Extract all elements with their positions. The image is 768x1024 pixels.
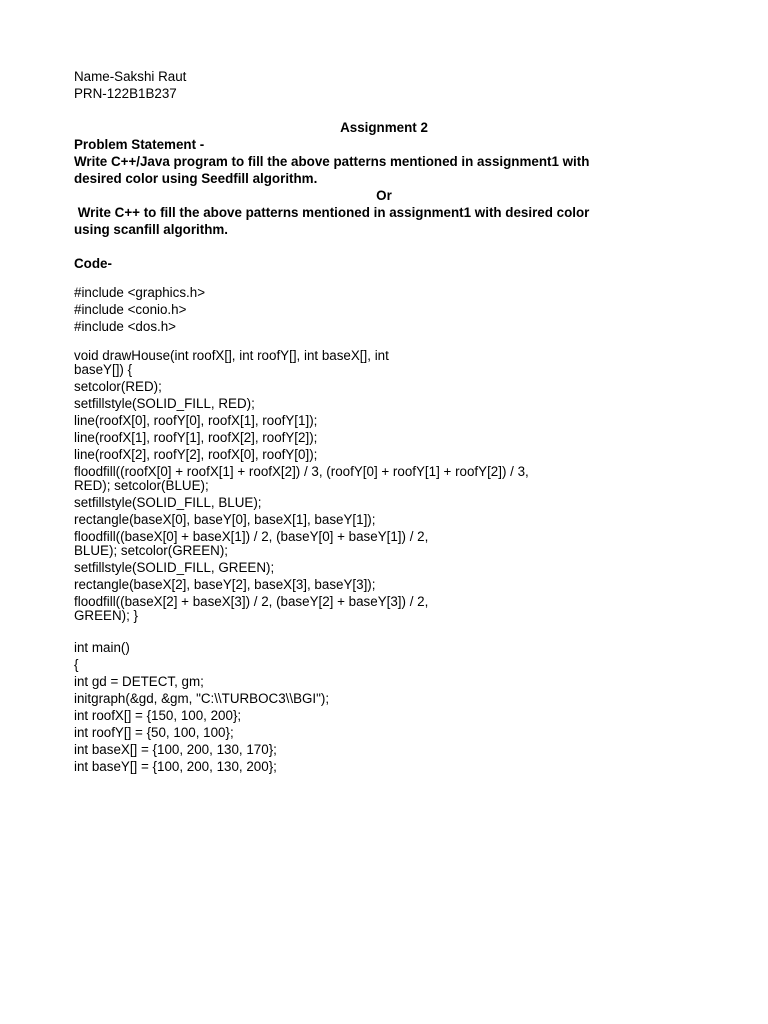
code-line: { <box>74 657 79 672</box>
code-line: rectangle(baseX[2], baseY[2], baseX[3], baseY[3]); <box>74 577 376 592</box>
code-line: int roofX[] = {150, 100, 200}; <box>74 708 242 723</box>
code-line: setcolor(RED); <box>74 379 162 394</box>
code-line: setfillstyle(SOLID_FILL, RED); <box>74 396 255 411</box>
code-line: setfillstyle(SOLID_FILL, GREEN); <box>74 560 275 575</box>
code-line: baseY[]) { <box>74 362 133 377</box>
code-line: line(roofX[1], roofY[1], roofX[2], roofY[2]); <box>74 430 318 445</box>
code-line: floodfill((roofX[0] + roofX[1] + roofX[2]) / 3, (roofY[0] + roofY[1] + roofY[2]) / 3, <box>74 464 529 479</box>
code-line: line(roofX[2], roofY[2], roofX[0], roofY[0]); <box>74 447 318 462</box>
code-line: int baseY[] = {100, 200, 130, 200}; <box>74 759 277 774</box>
code-line: int gd = DETECT, gm; <box>74 674 204 689</box>
problem-or: Or <box>376 188 392 203</box>
problem-line: using scanfill algorithm. <box>74 222 229 237</box>
code-line: #include <dos.h> <box>74 319 176 334</box>
code-line: setfillstyle(SOLID_FILL, BLUE); <box>74 495 262 510</box>
code-line: BLUE); setcolor(GREEN); <box>74 543 229 558</box>
code-line: floodfill((baseX[0] + baseX[1]) / 2, (baseY[0] + baseY[1]) / 2, <box>74 529 429 544</box>
code-line: line(roofX[0], roofY[0], roofX[1], roofY[1]); <box>74 413 318 428</box>
code-heading: Code- <box>74 256 112 271</box>
code-line: int main() <box>74 640 130 655</box>
code-line: initgraph(&gd, &gm, "C:\\TURBOC3\\BGI"); <box>74 691 330 706</box>
code-line: floodfill((baseX[2] + baseX[3]) / 2, (baseY[2] + baseY[3]) / 2, <box>74 594 429 609</box>
code-line: int roofY[] = {50, 100, 100}; <box>74 725 234 740</box>
assignment-title: Assignment 2 <box>340 120 428 135</box>
code-line: void drawHouse(int roofX[], int roofY[], int baseX[], int <box>74 348 389 363</box>
problem-heading: Problem Statement - <box>74 137 205 152</box>
code-line: RED); setcolor(BLUE); <box>74 478 209 493</box>
student-name: Name-Sakshi Raut <box>74 69 187 84</box>
code-line: GREEN); } <box>74 608 138 623</box>
problem-line: desired color using Seedfill algorithm. <box>74 171 318 186</box>
code-line: #include <conio.h> <box>74 302 187 317</box>
code-line: int baseX[] = {100, 200, 130, 170}; <box>74 742 277 757</box>
problem-line: Write C++ to fill the above patterns mentioned in assignment1 with desired color <box>74 205 590 220</box>
code-line: rectangle(baseX[0], baseY[0], baseX[1], baseY[1]); <box>74 512 376 527</box>
code-line: #include <graphics.h> <box>74 285 206 300</box>
student-prn: PRN-122B1B237 <box>74 86 177 101</box>
problem-line: Write C++/Java program to fill the above patterns mentioned in assignment1 with <box>74 154 590 169</box>
